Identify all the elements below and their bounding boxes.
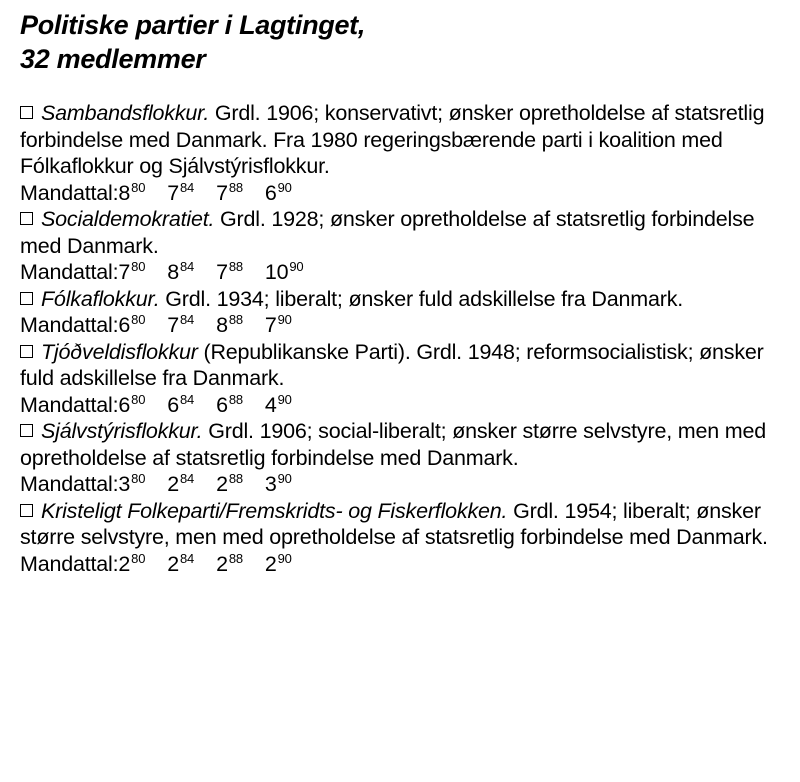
mandate-count: 6: [118, 313, 131, 337]
mandate-count: 6: [167, 392, 179, 417]
mandate-row: [20, 392, 785, 419]
mandate-year: 90: [289, 259, 304, 274]
mandate-count: 7: [216, 180, 228, 205]
mandate-count: 7: [216, 260, 228, 284]
mandate-count: 7: [118, 260, 131, 284]
mandate-label: Mandattal:: [20, 392, 119, 417]
party-description: Grdl. 1934; liberalt; ønsker fuld adskillelse fra Danmark.: [159, 286, 684, 311]
mandate-value: [216, 259, 243, 286]
mandate-count: 8: [216, 313, 228, 337]
party-name: Sjálvstýrisflokkur.: [41, 419, 203, 443]
party-name: Fólkaflokkur.: [41, 286, 160, 311]
mandate-year: 88: [228, 179, 243, 195]
mandate-count: 7: [167, 180, 179, 205]
party-name: Sambandsflokkur.: [41, 101, 210, 125]
checkbox-square-icon: [20, 106, 33, 119]
mandate-year: 88: [228, 259, 243, 274]
mandate-year: 88: [228, 391, 243, 407]
mandate-value: [118, 392, 145, 419]
mandate-label: Mandattal:: [20, 180, 119, 205]
mandate-count: 8: [118, 180, 131, 205]
mandate-year: 80: [131, 391, 146, 407]
mandate-count: 2: [167, 551, 179, 576]
mandate-value: [216, 180, 243, 207]
mandate-value: [265, 180, 292, 207]
mandate-year: 88: [228, 471, 243, 486]
party-entry: [20, 206, 785, 286]
mandate-value: [265, 392, 292, 419]
mandate-year: 90: [277, 312, 292, 327]
mandate-value: [265, 312, 292, 339]
party-description: Grdl. 1928; ønsker opretholdelse af statsretlig forbindelse med Danmark.: [20, 207, 755, 258]
mandate-count: 4: [264, 392, 277, 417]
mandate-count: 2: [118, 551, 131, 576]
mandate-count: 10: [264, 260, 289, 284]
mandate-value: [265, 551, 292, 578]
title-line-2: 32 medlemmer: [20, 44, 206, 74]
mandate-row: [20, 259, 785, 286]
mandate-label: Mandattal:: [20, 313, 119, 337]
mandate-count: 2: [264, 551, 277, 576]
party-description: (Republikanske Parti). Grdl. 1948; reformsocialistisk; ønsker fuld adskillelse fra Danmark.: [20, 339, 764, 390]
party-description: Grdl. 1906; social-liberalt; ønsker større selvstyre, men med opretholdelse af statsretlig forbindelse med Danmark.: [20, 419, 766, 470]
mandate-value: [216, 392, 243, 419]
mandate-year: 88: [228, 550, 243, 566]
party-name: Kristeligt Folkeparti/Fremskridts- og Fiskerflokken.: [41, 498, 508, 523]
mandate-count: 8: [167, 260, 179, 284]
mandate-year: 90: [277, 179, 292, 195]
mandate-year: 80: [131, 312, 146, 327]
checkbox-square-icon: [20, 424, 33, 437]
mandate-count: 6: [264, 180, 277, 205]
party-description-paragraph: [20, 286, 785, 313]
mandate-year: 90: [277, 550, 292, 566]
mandate-value: [118, 551, 145, 578]
mandate-value: [167, 392, 194, 419]
mandate-row: [20, 312, 785, 339]
mandate-row: [20, 551, 785, 578]
mandate-value: [167, 471, 194, 498]
mandate-value: [118, 180, 145, 207]
party-description: Grdl. 1954; liberalt; ønsker større selvstyre, men med opretholdelse af statsretlig forbindelse med Danmark.: [20, 498, 768, 549]
mandate-count: 6: [118, 392, 131, 417]
mandate-count: 2: [167, 472, 179, 496]
mandate-count: 2: [216, 551, 228, 576]
mandate-year: 84: [180, 259, 195, 274]
party-entry: [20, 286, 785, 339]
checkbox-square-icon: [20, 345, 33, 358]
mandate-value: [265, 471, 292, 498]
mandate-label: Mandattal:: [20, 260, 119, 284]
title-line-1: Politiske partier i Lagtinget,: [20, 10, 366, 40]
party-name: Tjóðveldisflokkur: [41, 339, 198, 364]
mandate-year: 84: [180, 312, 195, 327]
party-entry: [20, 100, 785, 206]
mandate-value: [118, 312, 145, 339]
mandate-count: 6: [216, 392, 228, 417]
party-list: [20, 100, 785, 577]
party-description-paragraph: [20, 339, 785, 392]
mandate-count: 3: [264, 472, 277, 496]
party-description-paragraph: [20, 100, 785, 180]
mandate-row: [20, 471, 785, 498]
page-title: [20, 8, 785, 76]
mandate-value: [216, 471, 243, 498]
mandate-year: 84: [180, 471, 195, 486]
party-description-paragraph: [20, 498, 785, 551]
party-description: Grdl. 1906; konservativt; ønsker opretholdelse af statsretlig forbindelse med Danmark. Fra 1980 regeringsbærende parti i koalition med Fólkaflokkur og Sjálvstýrisflokkur.: [20, 101, 765, 178]
mandate-value: [216, 312, 243, 339]
mandate-year: 80: [131, 550, 146, 566]
document-page: [20, 8, 785, 577]
mandate-value: [216, 551, 243, 578]
mandate-year: 90: [277, 471, 292, 486]
mandate-count: 3: [118, 472, 131, 496]
mandate-label: Mandattal:: [20, 551, 119, 576]
mandate-year: 80: [131, 259, 146, 274]
checkbox-square-icon: [20, 212, 33, 225]
checkbox-square-icon: [20, 504, 33, 517]
mandate-value: [118, 471, 145, 498]
party-entry: [20, 498, 785, 578]
party-name: Socialdemokratiet.: [41, 207, 215, 231]
mandate-count: 7: [167, 313, 179, 337]
party-description-paragraph: [20, 418, 785, 471]
mandate-value: [167, 180, 194, 207]
party-description-paragraph: [20, 206, 785, 259]
checkbox-square-icon: [20, 292, 33, 305]
mandate-year: 88: [228, 312, 243, 327]
mandate-row: [20, 180, 785, 207]
mandate-value: [265, 259, 304, 286]
mandate-year: 90: [277, 391, 292, 407]
party-entry: [20, 339, 785, 419]
mandate-value: [167, 551, 194, 578]
mandate-year: 80: [131, 179, 146, 195]
mandate-count: 7: [264, 313, 277, 337]
mandate-year: 84: [180, 550, 195, 566]
mandate-value: [118, 259, 145, 286]
mandate-value: [167, 312, 194, 339]
mandate-year: 80: [131, 471, 146, 486]
mandate-year: 84: [180, 179, 195, 195]
mandate-year: 84: [180, 391, 195, 407]
party-entry: [20, 418, 785, 498]
mandate-value: [167, 259, 194, 286]
mandate-count: 2: [216, 472, 228, 496]
mandate-label: Mandattal:: [20, 472, 119, 496]
